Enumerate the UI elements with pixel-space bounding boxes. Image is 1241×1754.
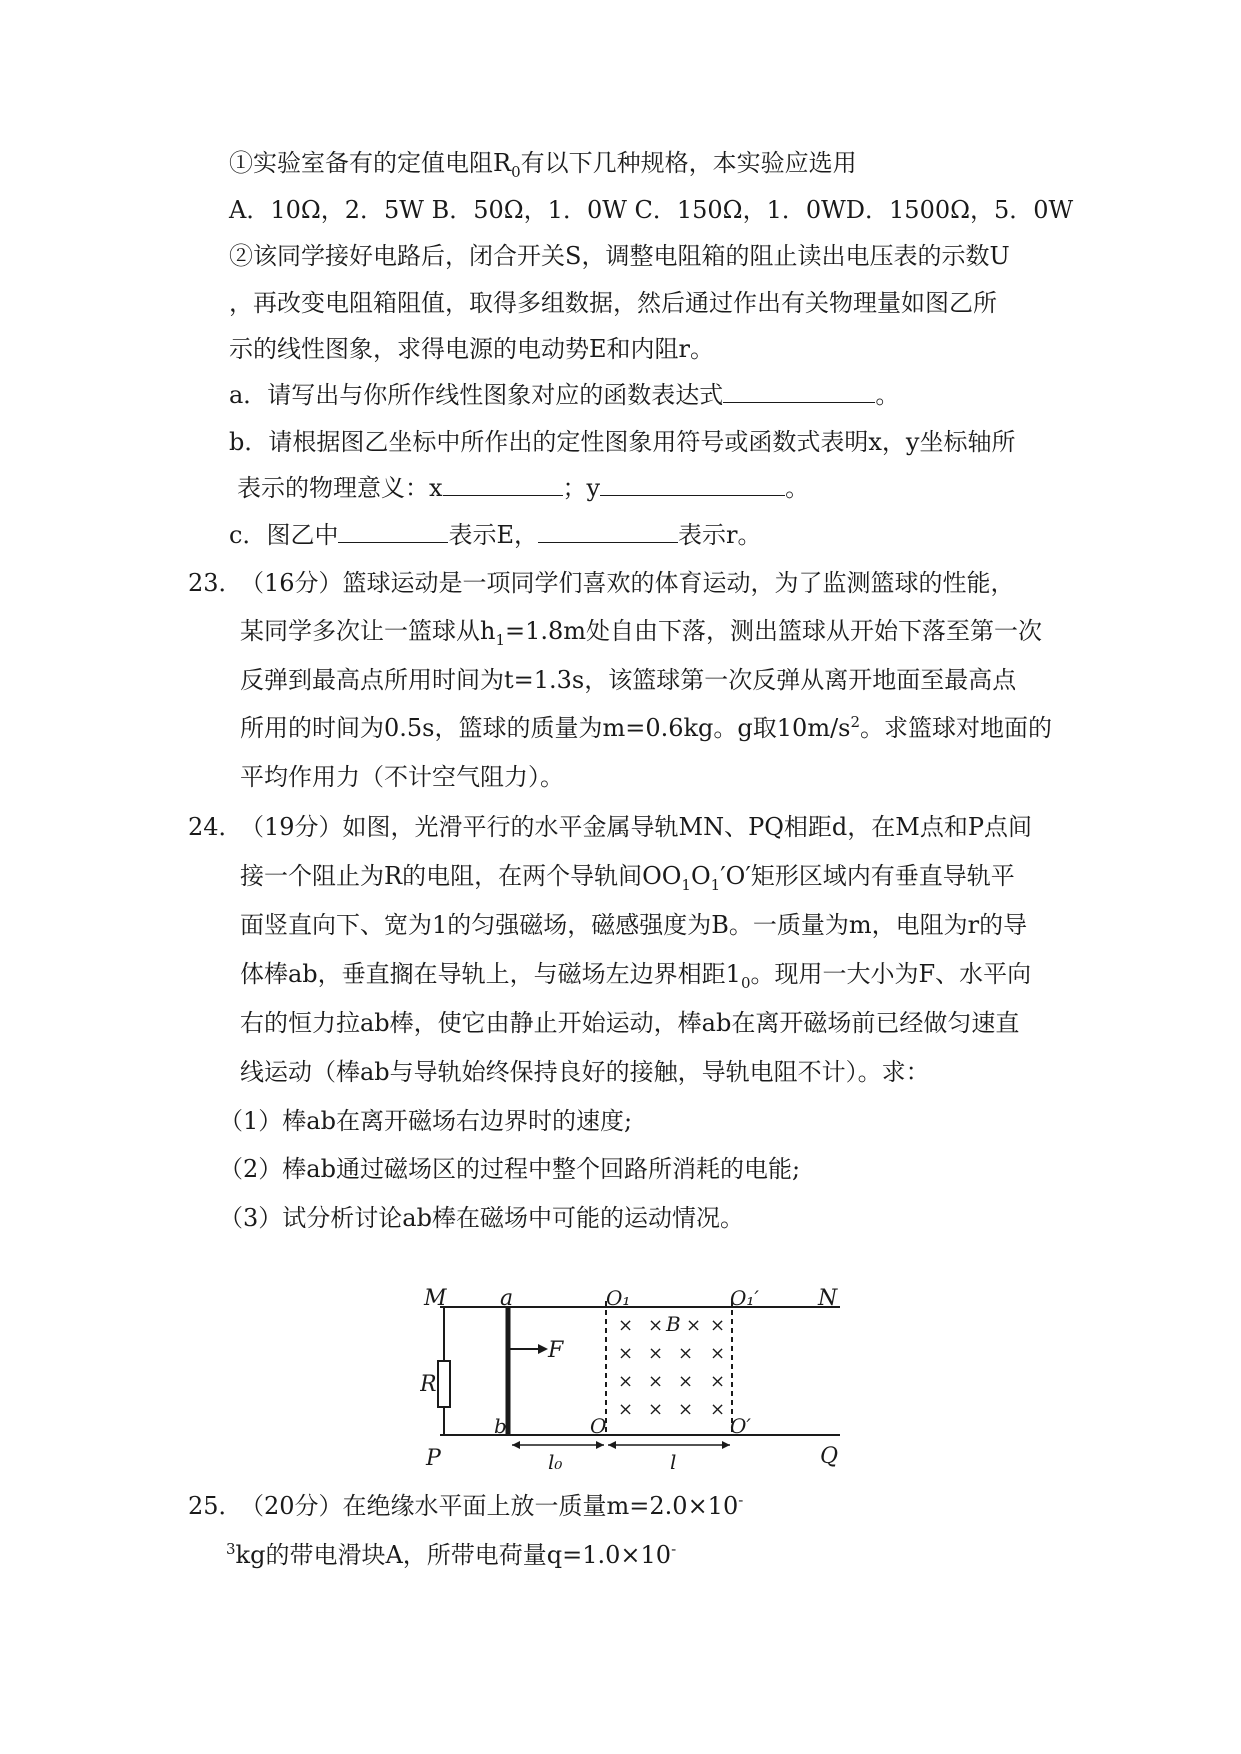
q25-number: 25． <box>188 1492 243 1520</box>
q22-line-3: ②该同学接好电路后，闭合开关S，调整电阻箱的阻止读出电压表的示数U <box>229 242 1010 270</box>
label-m: M <box>424 1286 447 1311</box>
q24-line-1: （19分）如图，光滑平行的水平金属导轨MN、PQ相距d，在M点和P点间 <box>240 813 1033 841</box>
svg-text:×: × <box>710 1343 726 1364</box>
resistor-r <box>438 1361 450 1407</box>
svg-text:×: × <box>648 1399 664 1420</box>
svg-text:×: × <box>710 1315 726 1336</box>
svg-text:×: × <box>618 1371 634 1392</box>
q22-line-1: ①实验室备有的定值电阻$R_0$有以下几种规格，本实验应选用 <box>229 149 857 181</box>
q22-part-a: a．请写出与你所作线性图象对应的函数表达式 。 <box>229 378 899 412</box>
rail-circuit-figure <box>420 1283 850 1478</box>
answer-blank-a[interactable] <box>723 378 875 403</box>
q24-line-3: 面竖直向下、宽为1的匀强磁场，磁感强度为B。一质量为m，电阻为r的导 <box>240 911 1028 939</box>
answer-blank-x[interactable] <box>443 471 563 496</box>
label-f: F <box>548 1338 564 1363</box>
q23-line-3: 反弹到最高点所用时间为t=1.3s，该篮球第一次反弹从离开地面至最高点 <box>240 666 1017 694</box>
q22-part-c: c．图乙中 表示E， 表示r。 <box>229 518 761 552</box>
q23-line-5: 平均作用力（不计空气阻力）。 <box>240 763 564 791</box>
q22-part-b-line-2: 表示的物理意义：x ；y 。 <box>237 471 809 505</box>
q24-sub-question-1: （1）棒ab在离开磁场右边界时的速度; <box>219 1107 633 1135</box>
label-l: l <box>670 1450 677 1474</box>
q24-line-2: 接一个阻止为R的电阻，在两个导轨间$OO_1O_1'O'$矩形区域内有垂直导轨平 <box>240 862 1015 894</box>
svg-text:×: × <box>648 1315 664 1336</box>
label-o: O <box>590 1414 607 1438</box>
answer-blank-e[interactable] <box>338 518 448 543</box>
label-r: R <box>420 1372 437 1397</box>
answer-blank-r[interactable] <box>538 518 678 543</box>
q23-line-2: 某同学多次让一篮球从$h_1=1.8m$处自由下落，测出篮球从开始下落至第一次 <box>240 617 1043 649</box>
q22-line-4: ，再改变电阻箱阻值，取得多组数据，然后通过作出有关物理量如图乙所 <box>229 289 997 317</box>
svg-text:×: × <box>648 1343 664 1364</box>
label-b: b <box>494 1414 507 1438</box>
svg-text:×: × <box>678 1343 694 1364</box>
label-n: N <box>818 1286 838 1311</box>
svg-text:×: × <box>648 1371 664 1392</box>
svg-text:×: × <box>710 1399 726 1420</box>
label-o1: O₁ <box>606 1286 631 1310</box>
svg-text:×: × <box>678 1371 694 1392</box>
q24-number: 24． <box>188 813 243 841</box>
q22-part-b-line-1: b．请根据图乙坐标中所作出的定性图象用符号或函数式表明x，y坐标轴所 <box>229 428 1016 456</box>
label-l0: l₀ <box>548 1450 563 1474</box>
svg-text:×: × <box>618 1315 634 1336</box>
q24-sub-question-2: （2）棒ab通过磁场区的过程中整个回路所消耗的电能; <box>219 1155 801 1183</box>
q25-line-2: $^3$kg的带电滑块A，所带电荷量q=1.0×10- <box>226 1540 677 1569</box>
q23-line-1: （16分）篮球运动是一项同学们喜欢的体育运动，为了监测篮球的性能， <box>240 569 1015 597</box>
q23-line-4: 所用的时间为0.5s，篮球的质量为m=0.6kg。g取$10m/s^2$。求篮球对地面的 <box>240 713 1053 742</box>
label-q: Q <box>820 1444 839 1469</box>
label-o1-prime: O₁′ <box>730 1286 759 1310</box>
q22-options: A．10Ω，2．5W B．50Ω，1．0W C．150Ω，1．0WD．1500Ω，5．0W <box>229 196 1074 224</box>
q24-line-6: 线运动（棒ab与导轨始终保持良好的接触，导轨电阻不计）。求： <box>240 1058 930 1086</box>
svg-text:×: × <box>678 1399 694 1420</box>
q25-line-1: （20分）在绝缘水平面上放一质量m=2.0×10- <box>240 1491 744 1520</box>
svg-text:×: × <box>710 1371 726 1392</box>
svg-text:×: × <box>618 1399 634 1420</box>
label-a: a <box>500 1286 514 1311</box>
q22-line-5: 示的线性图象，求得电源的电动势E和内阻r。 <box>229 335 714 363</box>
q24-sub-question-3: （3）试分析讨论ab棒在磁场中可能的运动情况。 <box>219 1204 744 1232</box>
svg-text:×: × <box>686 1315 702 1336</box>
label-p: P <box>426 1446 441 1471</box>
label-b-field: B <box>666 1312 681 1336</box>
q24-line-5: 右的恒力拉ab棒，使它由静止开始运动，棒ab在离开磁场前已经做匀速直 <box>240 1009 1020 1037</box>
svg-text:×: × <box>618 1343 634 1364</box>
answer-blank-y[interactable] <box>600 471 785 496</box>
q24-line-4: 体棒ab，垂直搁在导轨上，与磁场左边界相距$1_0$。现用一大小为F、水平向 <box>240 960 1032 992</box>
q23-number: 23． <box>188 569 243 597</box>
label-o-prime: O′ <box>730 1414 751 1438</box>
